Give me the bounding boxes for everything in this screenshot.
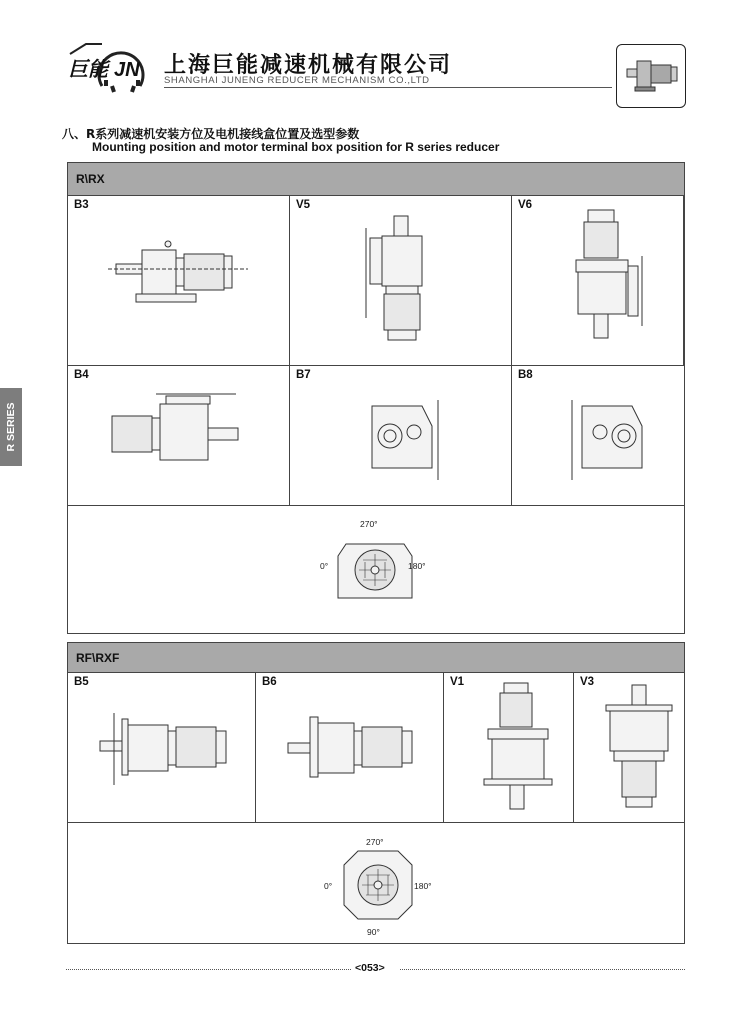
reducer-flange-vertical-down-drawing xyxy=(474,681,564,821)
footer-divider-left xyxy=(66,969,351,970)
terminal-angle-left: 0° xyxy=(320,561,329,571)
company-name-cn: 上海巨能减速机械有限公司 xyxy=(164,53,453,78)
mount-cell-b4 xyxy=(68,366,290,506)
mount-label: V3 xyxy=(580,676,595,688)
terminal-box-diagram xyxy=(330,536,420,606)
section-title-en: Mounting position and motor terminal box position for R series reducer xyxy=(92,140,500,154)
mount-label: B7 xyxy=(296,369,311,381)
terminal-box-cell xyxy=(68,506,684,632)
terminal-box-cell xyxy=(68,823,684,942)
mount-cell-v5 xyxy=(290,196,512,366)
mount-cell-b3 xyxy=(68,196,290,366)
reducer-thumbnail-image xyxy=(616,44,686,108)
header-divider xyxy=(164,87,612,88)
side-tab xyxy=(0,388,22,466)
footer-divider-right xyxy=(400,969,685,970)
reducer-flange-horizontal-alt-drawing xyxy=(282,705,432,795)
company-logo-gear-icon xyxy=(62,42,162,100)
panel-header: R\RX xyxy=(68,163,684,196)
terminal-angle-right: 180° xyxy=(408,561,426,571)
reducer-side-wall-mirrored-drawing xyxy=(562,396,652,486)
mount-cell-v6 xyxy=(512,196,684,366)
mount-label: B3 xyxy=(74,199,89,211)
reducer-side-wall-drawing xyxy=(362,396,452,486)
mount-label: B4 xyxy=(74,369,89,381)
terminal-angle-top: 270° xyxy=(366,837,384,847)
mount-label: B6 xyxy=(262,676,277,688)
svg-text:巨能: 巨能 xyxy=(68,57,108,81)
section-title-cn: 八、R系列减速机安装方位及电机接线盒位置及选型参数 xyxy=(62,127,360,141)
mount-cell-b7 xyxy=(290,366,512,506)
reducer-flange-vertical-up-drawing xyxy=(594,681,684,821)
mount-label: V6 xyxy=(518,199,533,211)
terminal-box-diagram xyxy=(338,845,418,925)
mount-label: B5 xyxy=(74,676,89,688)
mount-label: B8 xyxy=(518,369,533,381)
page-number: <053> xyxy=(355,962,385,974)
mount-label: V5 xyxy=(296,199,311,211)
panel-header: RF\RXF xyxy=(68,643,684,673)
reducer-foot-vertical-down-drawing xyxy=(356,208,446,358)
mount-label: V1 xyxy=(450,676,465,688)
panel-rf-rxf xyxy=(67,642,685,944)
mount-cell-b8 xyxy=(512,366,684,506)
terminal-angle-top: 270° xyxy=(360,519,378,529)
mount-cell-v1 xyxy=(444,673,574,823)
mount-cell-b5 xyxy=(68,673,256,823)
terminal-angle-bottom: 90° xyxy=(367,927,380,937)
reducer-foot-horizontal-drawing xyxy=(108,236,258,316)
company-name-en: SHANGHAI JUNENG REDUCER MECHANISM CO.,LTD xyxy=(164,75,430,86)
reducer-foot-ceiling-drawing xyxy=(106,388,256,478)
reducer-flange-horizontal-drawing xyxy=(94,705,244,795)
mount-cell-v3 xyxy=(574,673,684,823)
terminal-angle-right: 180° xyxy=(414,881,432,891)
panel-r-rx xyxy=(67,162,685,634)
side-tab-label: R SERIES xyxy=(5,402,17,452)
logo-text: JN xyxy=(114,59,140,81)
mount-cell-b6 xyxy=(256,673,444,823)
terminal-angle-left: 0° xyxy=(324,881,333,891)
reducer-foot-vertical-up-drawing xyxy=(556,206,656,356)
